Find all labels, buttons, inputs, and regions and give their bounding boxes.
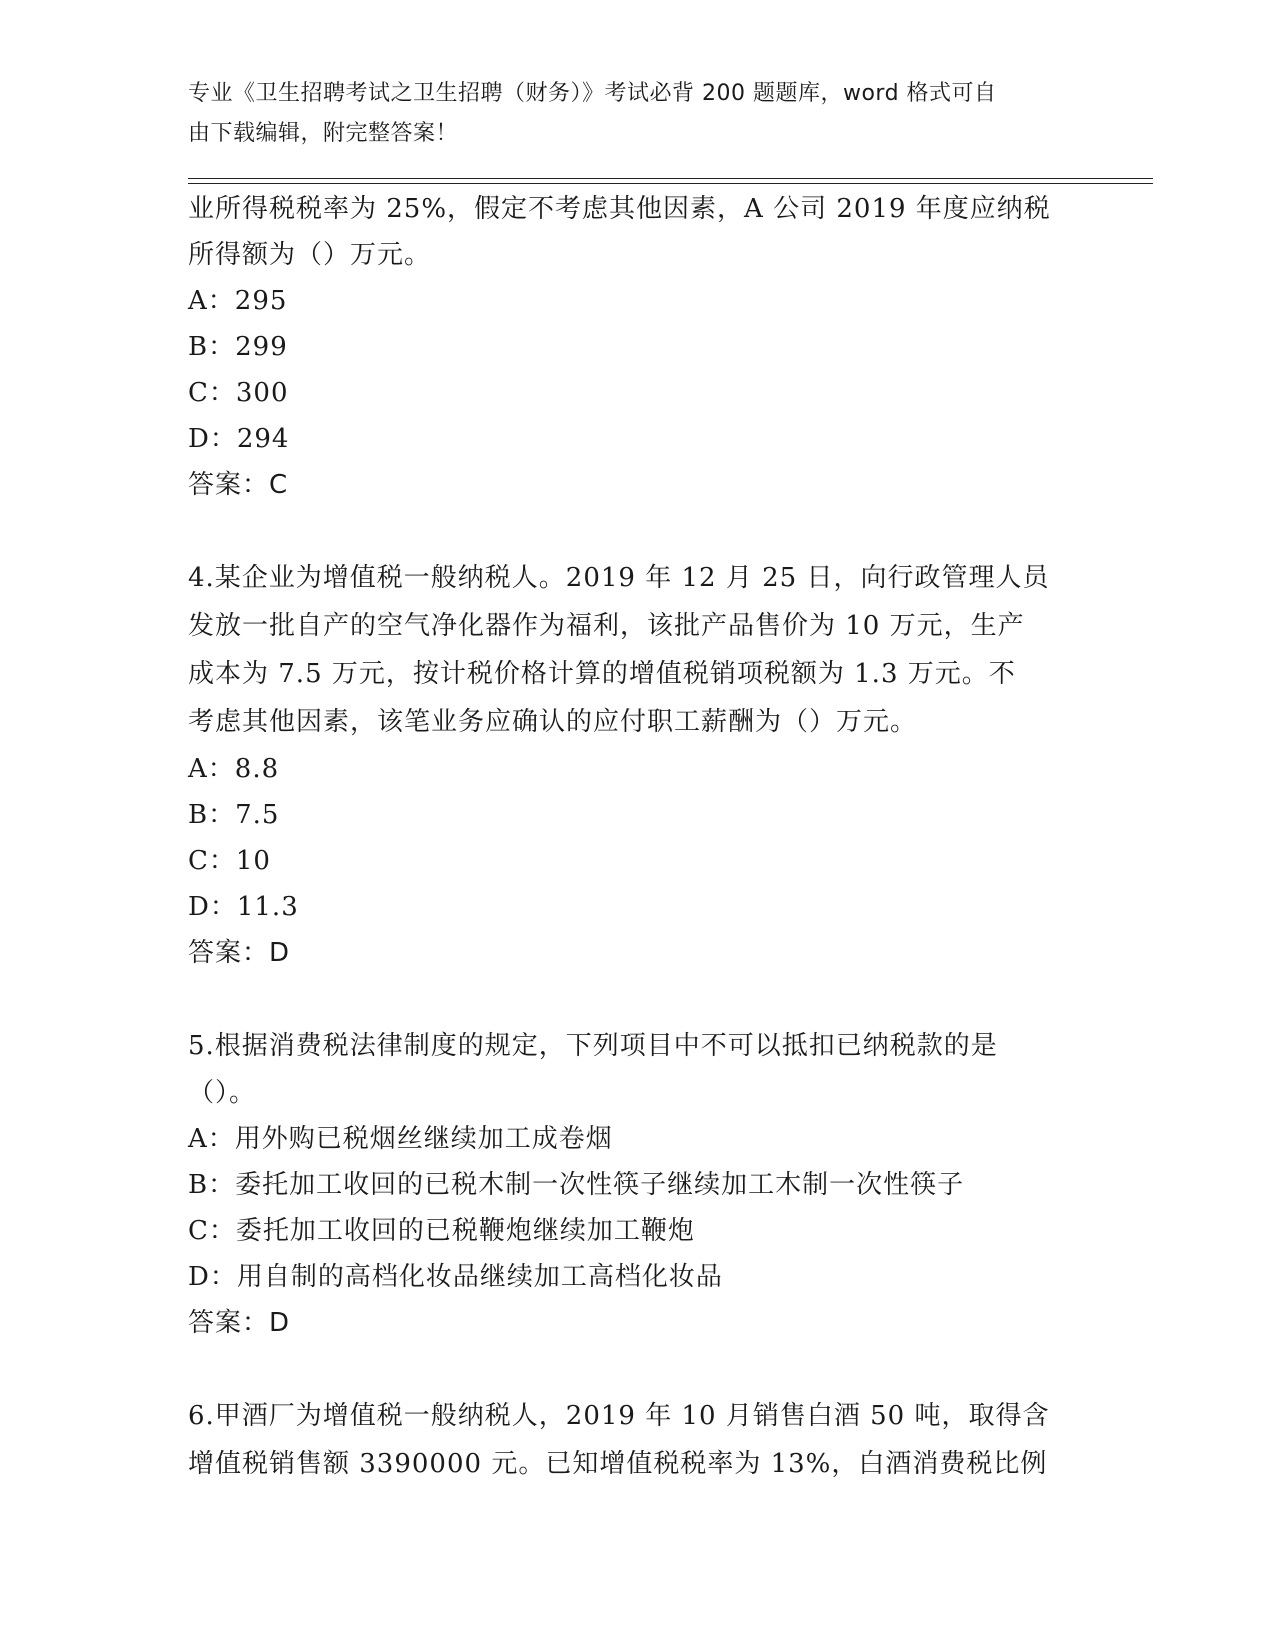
question-4-text-line: 4.某企业为增值税一般纳税人。2019 年 12 月 25 日，向行政管理人员 xyxy=(188,563,1050,593)
question-4-text-line: 成本为 7.5 万元，按计税价格计算的增值税销项税额为 1.3 万元。不 xyxy=(188,659,1016,689)
header-line-2: 由下载编辑，附完整答案！ xyxy=(188,121,459,146)
question-5-text-line: （）。 xyxy=(188,1078,257,1108)
question-5 xyxy=(188,1022,1088,1346)
question-6 xyxy=(188,1392,1088,1488)
question-3-option-a: A：295 xyxy=(188,286,288,316)
question-5-option-a: A：用外购已税烟丝继续加工成卷烟 xyxy=(188,1124,613,1154)
document-body xyxy=(188,186,1088,1488)
question-6-text-line: 增值税销售额 3390000 元。已知增值税税率为 13%，白酒消费税比例 xyxy=(188,1449,1048,1479)
question-6-text-line: 6.甲酒厂为增值税一般纳税人，2019 年 10 月销售白酒 50 吨，取得含 xyxy=(188,1401,1050,1431)
header-divider-top xyxy=(188,178,1153,179)
question-4-answer: 答案：D xyxy=(188,938,291,968)
question-3-option-d: D：294 xyxy=(188,424,290,454)
question-3 xyxy=(188,186,1088,508)
question-3-option-b: B：299 xyxy=(188,332,288,362)
header-line-1: 专业《卫生招聘考试之卫生招聘（财务）》考试必背 200 题题库，word 格式可自 xyxy=(188,81,997,106)
question-4-option-d: D：11.3 xyxy=(188,892,299,922)
question-4-option-a: A：8.8 xyxy=(188,754,280,784)
question-5-option-d: D：用自制的高档化妆品继续加工高档化妆品 xyxy=(188,1262,723,1292)
question-3-text-line: 所得额为（）万元。 xyxy=(188,240,432,270)
question-4-option-b: B：7.5 xyxy=(188,800,280,830)
question-4-text-line: 发放一批自产的空气净化器作为福利，该批产品售价为 10 万元，生产 xyxy=(188,611,1025,641)
question-3-option-c: C：300 xyxy=(188,378,289,408)
header-divider-bottom xyxy=(188,183,1153,184)
question-5-option-c: C：委托加工收回的已税鞭炮继续加工鞭炮 xyxy=(188,1216,695,1246)
question-3-text-line: 业所得税税率为 25%，假定不考虑其他因素，A 公司 2019 年度应纳税 xyxy=(188,194,1051,224)
question-3-answer: 答案：C xyxy=(188,470,289,500)
document-header xyxy=(188,74,1068,154)
question-5-text-line: 5.根据消费税法律制度的规定，下列项目中不可以抵扣已纳税款的是 xyxy=(188,1031,998,1061)
question-4 xyxy=(188,554,1088,976)
question-5-option-b: B：委托加工收回的已税木制一次性筷子继续加工木制一次性筷子 xyxy=(188,1170,965,1200)
question-5-answer: 答案：D xyxy=(188,1308,291,1338)
question-4-option-c: C：10 xyxy=(188,846,271,876)
question-4-text-line: 考虑其他因素，该笔业务应确认的应付职工薪酬为（）万元。 xyxy=(188,707,918,737)
